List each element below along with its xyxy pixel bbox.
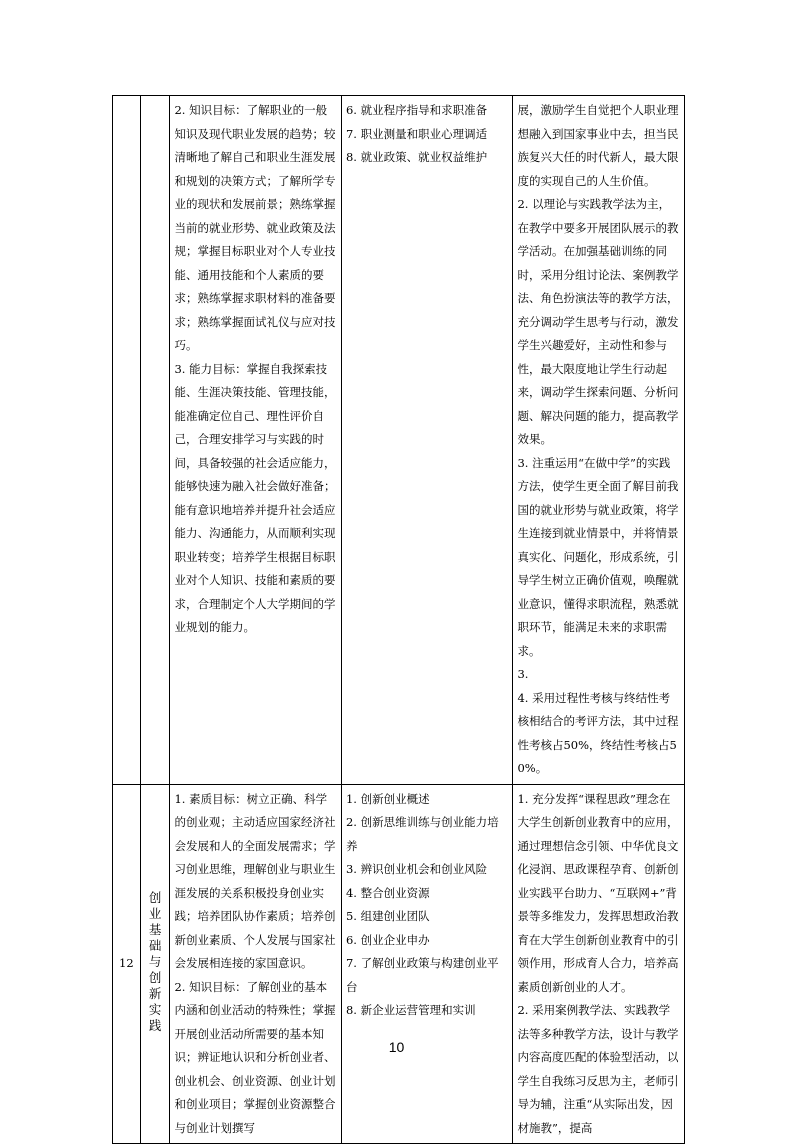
objective-item: 2. 知识目标：了解创业的基本内涵和创业活动的特殊性；掌握开展创业活动所需要的基本知识；辨证地认识和分析创业者、创业机会、创业资源、创业计划和创业项目；掌握创业资源整合与创业计划撰写: [174, 979, 336, 1135]
objective-item: 1. 素质目标：树立正确、科学的创业观；主动适应国家经济社会发展和人的全面发展需求；学习创业思维，理解创业与职业生涯发展的关系积极投身创业实践；培养团队协作素质；培养创新创业素质、个人发展与国家社会发展相连接的家国意识。: [174, 791, 336, 970]
row-number-cell: [113, 96, 141, 785]
content-item: 3. 辨识创业机会和创业风险: [345, 862, 488, 876]
course-name-cell: [140, 96, 170, 785]
content-item: 8. 就业政策、就业权益维护: [345, 150, 488, 164]
method-item: 2. 采用案例教学法、实践教学法等多种教学方法，设计与教学内容高度匹配的体验型活动，以学生自我练习反思为主，老师引导为辅，注重“从实际出发，因材施教”，提高: [517, 1003, 679, 1135]
course-name: 创业基础与创新实践: [148, 889, 162, 1033]
method-item: 1. 充分发挥“课程思政”理念在大学生创新创业教育中的应用，通过理想信念引领、中华优良文化浸润、思政课程孕育、创新创业实践平台助力、“互联网+”背景等多维发力，发挥思想政治教育在大学生创新创业教育中的引领作用，形成育人合力，培养高素质创新创业的人才。: [517, 791, 679, 994]
objectives-cell: [170, 784, 341, 1144]
content-item: 8. 新企业运营管理和实训: [345, 1003, 476, 1017]
method-item: 2. 以理论与实践教学法为主，在教学中要多开展团队展示的教学活动。在加强基础训练的同时，采用分组讨论法、案例教学法、角色扮演法等的教学方法，充分调动学生思考与行动，激发学生兴趣爱好，主动性和参与性，最大限度地让学生行动起来，调动学生探索问题、分析问题、解决问题的能力，提高教学效果。: [517, 197, 679, 446]
content-item: 7. 了解创业政策与构建创业平台: [345, 956, 499, 994]
objective-item: 3. 能力目标：掌握自我探索技能、生涯决策技能、管理技能，能准确定位自己、理性评价自己，合理安排学习与实践的时间，具备较强的社会适应能力，能够快速为融入社会做好准备；能有意识地培养并提升社会适应能力、沟通能力，从而顺利实现职业转变；培养学生根据目标职业对个人知识、技能和素质的要求，合理制定个人大学期间的学业规划的能力。: [174, 361, 336, 634]
method-item: 3. 注重运用“在做中学”的实践方法，使学生更全面了解目前我国的就业形势与就业政策，将学生连接到就业情景中，并将情景真实化、问题化，形成系统，引导学生树立正确价值观，唤醒就业意识，懂得求职流程，熟悉就职环节，能满足未来的求职需求。: [517, 455, 679, 658]
content-item: 6. 创业企业申办: [345, 932, 430, 947]
methods-cell: [513, 784, 685, 1144]
objective-item: 2. 知识目标：了解职业的一般知识及现代职业发展的趋势；较清晰地了解自己和职业生涯发展和规划的决策方式；了解所学专业的现状和发展前景；熟练掌握当前的就业形势、就业政策及法规；掌握目标职业对个人专业技能、通用技能和个人素质的要求；熟练掌握求职材料的准备要求；熟练掌握面试礼仪与应对技巧。: [174, 103, 336, 352]
objectives-cell: [170, 96, 341, 785]
contents-cell: [341, 96, 512, 785]
method-item: 展，激励学生自觉把个人职业理想融入到国家事业中去，担当民族复兴大任的时代新人，最大限度的实现自己的人生价值。: [517, 103, 679, 188]
content-item: 1. 创新创业概述: [345, 791, 430, 806]
content-item: 2. 创新思维训练与创业能力培养: [345, 815, 499, 853]
contents-cell: [341, 784, 512, 1144]
course-table: [112, 95, 685, 1144]
content-item: 5. 组建创业团队: [345, 909, 430, 923]
page-number: 10: [388, 1039, 405, 1055]
method-item: 3.: [517, 667, 529, 681]
method-item: 4. 采用过程性考核与终结性考核相结合的考评方法，其中过程性考核占50%，终结性考核占50%。: [517, 690, 679, 775]
content-item: 4. 整合创业资源: [345, 885, 430, 900]
content-item: 7. 职业测量和职业心理调适: [345, 126, 488, 141]
content-item: 6. 就业程序指导和求职准备: [345, 103, 488, 117]
row-number-cell: 12: [113, 784, 141, 1144]
course-name-cell: [140, 784, 170, 1144]
table-row: [113, 784, 685, 1144]
methods-cell: [513, 96, 685, 785]
table-row: [113, 96, 685, 785]
